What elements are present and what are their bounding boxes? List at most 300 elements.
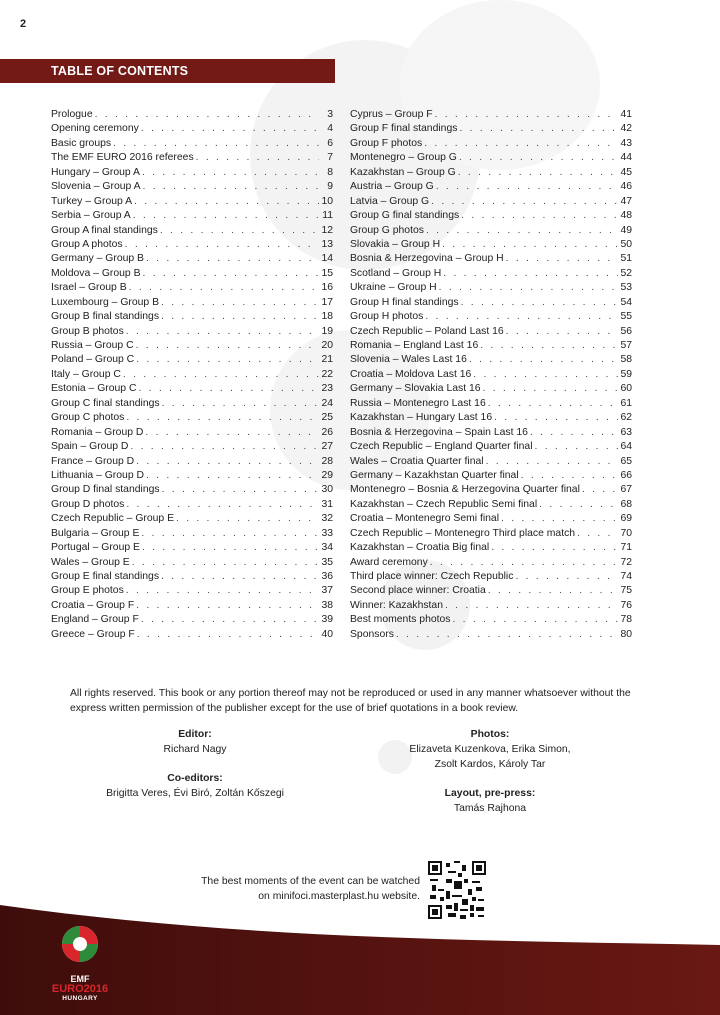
toc-dot-leader	[396, 628, 618, 642]
toc-entry-page: 41	[620, 109, 632, 120]
toc-entry[interactable]	[51, 339, 333, 353]
toc-dot-leader	[136, 339, 319, 353]
logo-text-emf: EMF	[70, 974, 90, 984]
toc-entry[interactable]	[51, 137, 333, 151]
toc-entry[interactable]	[51, 426, 333, 440]
toc-entry[interactable]	[350, 599, 632, 613]
toc-entry-title: Ukraine – Group H	[350, 282, 437, 294]
toc-dot-leader	[146, 252, 319, 266]
toc-dot-leader	[506, 325, 618, 339]
toc-heading: TABLE OF CONTENTS	[0, 59, 335, 83]
toc-dot-leader	[430, 556, 618, 570]
toc-entry-title: Wales – Group E	[51, 556, 130, 568]
toc-entry[interactable]	[51, 527, 333, 541]
toc-entry-title: Cyprus – Group F	[350, 109, 433, 120]
toc-entry-page: 40	[321, 628, 333, 640]
toc-entry-title: Latvia – Group G	[350, 195, 430, 207]
toc-entry-page: 46	[620, 181, 632, 193]
rights-notice: All rights reserved. This book or any portion thereof may not be reproduced or used in any manner whatsoever without the express written permission of the publisher except for the use of brief quotations in a book review.	[70, 688, 631, 714]
toc-entry-title: Portugal – Group E	[51, 542, 140, 554]
toc-dot-leader	[469, 353, 618, 367]
toc-entry[interactable]	[350, 137, 632, 151]
toc-entry-title: Group E final standings	[51, 571, 160, 582]
toc-entry[interactable]	[51, 122, 333, 136]
toc-entry-title: Group E photos	[51, 585, 124, 597]
toc-entry-title: Kazakhstan – Croatia Big final	[350, 542, 490, 554]
toc-entry-page: 22	[321, 368, 333, 380]
toc-dot-leader	[161, 310, 319, 324]
photos-names-line2: Zsolt Kardos, Károly Tar	[434, 759, 546, 770]
toc-entry-page: 32	[321, 513, 333, 525]
toc-entry-title: Kazakhstan – Hungary Last 16	[350, 412, 493, 424]
toc-entry-page: 35	[321, 556, 333, 568]
toc-entry-page: 65	[620, 455, 632, 467]
toc-dot-leader	[160, 224, 319, 238]
toc-dot-leader	[480, 339, 618, 353]
toc-entry-title: Croatia – Group F	[51, 599, 135, 611]
toc-dot-leader	[461, 296, 618, 310]
toc-entry-page: 62	[620, 412, 632, 424]
toc-entry-title: Hungary – Group A	[51, 166, 140, 178]
toc-entry[interactable]	[350, 368, 632, 382]
toc-entry-title: Second place winner: Croatia	[350, 585, 486, 597]
toc-entry[interactable]	[51, 613, 333, 627]
logo-text-country: HUNGARY	[62, 995, 98, 1002]
toc-dot-leader	[530, 426, 618, 440]
toc-entry-page: 29	[321, 469, 333, 481]
toc-dot-leader	[136, 599, 319, 613]
toc-dot-leader	[494, 411, 618, 425]
toc-entry-title: Germany – Slovakia Last 16	[350, 383, 481, 395]
toc-dot-leader	[521, 469, 618, 483]
toc-entry-page: 43	[620, 137, 632, 149]
toc-entry[interactable]	[350, 238, 632, 252]
toc-entry-page: 48	[620, 210, 632, 222]
toc-entry-title: Greece – Group F	[51, 628, 135, 640]
toc-entry-page: 36	[321, 571, 333, 582]
toc-entry-page: 37	[321, 585, 333, 597]
toc-entry-page: 52	[620, 267, 632, 279]
toc-entry-page: 18	[321, 311, 333, 323]
toc-entry[interactable]	[51, 628, 333, 642]
logo-text-euro: EURO2016	[51, 983, 109, 995]
toc-dot-leader	[95, 108, 319, 122]
toc-entry[interactable]	[51, 469, 333, 483]
toc-entry[interactable]	[51, 498, 333, 512]
toc-dot-leader	[132, 556, 319, 570]
toc-entry[interactable]	[51, 224, 333, 238]
toc-entry-page: 74	[620, 571, 632, 582]
toc-entry[interactable]	[350, 325, 632, 339]
toc-entry[interactable]	[350, 570, 632, 584]
toc-dot-leader	[431, 195, 618, 209]
toc-entry-title: Spain – Group D	[51, 441, 129, 453]
toc-entry-page: 71	[620, 542, 632, 554]
toc-entry-page: 68	[620, 498, 632, 510]
toc-dot-leader	[138, 382, 319, 396]
coeditors-names: Brigitta Veres, Évi Biró, Zoltán Kőszegi	[106, 788, 284, 799]
toc-entry-page: 59	[620, 368, 632, 380]
toc-entry[interactable]	[350, 296, 632, 310]
toc-entry[interactable]	[350, 108, 632, 122]
toc-entry-title: Third place winner: Czech Republic	[350, 571, 514, 582]
toc-entry-title: Russia – Montenegro Last 16	[350, 397, 486, 409]
toc-entry[interactable]	[350, 440, 632, 454]
toc-entry[interactable]	[350, 151, 632, 165]
toc-dot-leader	[501, 512, 618, 526]
toc-entry-title: Germany – Group B	[51, 253, 144, 265]
toc-entry-title: Award ceremony	[350, 556, 428, 568]
toc-entry-page: 80	[620, 628, 632, 640]
toc-entry-title: Luxembourg – Group B	[51, 296, 160, 308]
toc-entry[interactable]	[350, 310, 632, 324]
toc-entry[interactable]	[51, 368, 333, 382]
toc-entry[interactable]	[350, 527, 632, 541]
toc-entry[interactable]	[350, 281, 632, 295]
toc-dot-leader	[137, 628, 319, 642]
toc-dot-leader	[142, 541, 319, 555]
toc-entry[interactable]	[51, 541, 333, 555]
toc-entry[interactable]	[51, 209, 333, 223]
toc-dot-leader	[426, 224, 618, 238]
toc-dot-leader	[161, 296, 319, 310]
toc-entry-page: 12	[321, 224, 333, 236]
toc-entry-title: Group B final standings	[51, 311, 160, 323]
toc-dot-leader	[442, 238, 618, 252]
toc-entry-title: Lithuania – Group D	[51, 469, 144, 481]
toc-entry-page: 9	[327, 181, 333, 193]
toc-entry[interactable]	[51, 281, 333, 295]
toc-entry-title: Poland – Group C	[51, 354, 135, 366]
toc-entry-title: Italy – Group C	[51, 368, 121, 380]
toc-entry[interactable]	[350, 122, 632, 136]
toc-entry[interactable]	[350, 469, 632, 483]
toc-entry[interactable]	[350, 267, 632, 281]
toc-entry-title: Croatia – Montenegro Semi final	[350, 513, 500, 525]
toc-entry-title: Group F photos	[350, 137, 423, 149]
toc-entry-page: 11	[322, 210, 333, 222]
layout-name: Tamás Rajhona	[453, 803, 527, 814]
toc-dot-leader	[136, 455, 319, 469]
toc-entry-title: Germany – Kazakhstan Quarter final	[350, 469, 519, 481]
toc-entry[interactable]	[51, 238, 333, 252]
toc-dot-leader	[491, 541, 618, 555]
toc-entry-page: 66	[620, 469, 632, 481]
toc-entry[interactable]	[51, 599, 333, 613]
toc-entry[interactable]	[350, 411, 632, 425]
toc-dot-leader	[196, 151, 319, 165]
toc-entry-title: Bosnia & Herzegovina – Spain Last 16	[350, 426, 528, 438]
toc-entry-page: 23	[321, 383, 333, 395]
toc-entry-title: Group D final standings	[51, 484, 160, 496]
toc-entry[interactable]	[51, 325, 333, 339]
toc-entry[interactable]	[51, 570, 333, 584]
toc-entry[interactable]	[350, 483, 632, 497]
toc-entry-title: Group G photos	[350, 224, 424, 236]
toc-dot-leader	[488, 584, 618, 598]
toc-dot-leader	[146, 469, 319, 483]
toc-entry-page: 26	[321, 426, 333, 438]
toc-dot-leader	[141, 613, 319, 627]
toc-entry-page: 17	[321, 296, 333, 308]
toc-dot-leader	[535, 440, 618, 454]
toc-dot-leader	[161, 570, 319, 584]
toc-entry-title: Group D photos	[51, 498, 125, 510]
toc-entry-title: Moldova – Group B	[51, 267, 141, 279]
toc-entry[interactable]	[51, 440, 333, 454]
toc-entry-title: Romania – England Last 16	[350, 340, 479, 351]
toc-entry-page: 60	[620, 383, 632, 395]
photos-names-line1: Elizaveta Kuzenkova, Erika Simon,	[409, 744, 571, 755]
toc-dot-leader	[435, 108, 618, 122]
toc-entry[interactable]	[350, 353, 632, 367]
toc-dot-leader	[582, 483, 618, 497]
toc-entry-title: Group B photos	[51, 325, 124, 337]
toc-entry[interactable]	[350, 426, 632, 440]
editor-credit	[100, 727, 290, 757]
coeditors-credit	[80, 771, 310, 801]
toc-entry-title: Kazakhstan – Group G	[350, 166, 456, 178]
website-note-line2: on minifoci.masterplast.hu website.	[258, 891, 420, 902]
toc-entry-page: 45	[620, 166, 632, 178]
toc-entry-page: 3	[327, 109, 333, 120]
toc-dot-leader	[123, 368, 319, 382]
toc-entry-title: Winner: Kazakhstan	[350, 599, 443, 611]
toc-entry[interactable]	[350, 180, 632, 194]
toc-entry-page: 54	[620, 296, 632, 308]
toc-entry[interactable]	[350, 541, 632, 555]
toc-entry-page: 31	[321, 498, 333, 510]
toc-entry-page: 16	[321, 282, 333, 294]
toc-dot-leader	[515, 570, 618, 584]
toc-entry[interactable]	[51, 151, 333, 165]
toc-entry[interactable]	[350, 209, 632, 223]
toc-entry[interactable]	[51, 310, 333, 324]
toc-entry-title: Wales – Croatia Quarter final	[350, 455, 484, 467]
toc-dot-leader	[424, 137, 618, 151]
toc-entry[interactable]	[51, 180, 333, 194]
toc-entry-title: Czech Republic – Group E	[51, 513, 175, 525]
toc-entry-title: Best moments photos	[350, 614, 451, 626]
toc-entry[interactable]	[51, 195, 333, 209]
toc-entry-title: Group H final standings	[350, 296, 459, 308]
toc-dot-leader	[113, 137, 319, 151]
toc-entry-page: 4	[327, 123, 333, 135]
toc-entry-title: The EMF EURO 2016 referees	[51, 152, 194, 164]
toc-entry[interactable]	[350, 584, 632, 598]
toc-entry-title: Bosnia & Herzegovina – Group H	[350, 253, 504, 265]
toc-entry[interactable]	[51, 455, 333, 469]
toc-dot-leader	[162, 397, 319, 411]
toc-dot-leader	[443, 267, 618, 281]
toc-dot-leader	[126, 584, 319, 598]
toc-entry-page: 25	[321, 412, 333, 424]
toc-dot-leader	[439, 281, 618, 295]
toc-dot-leader	[134, 195, 319, 209]
toc-entry-title: Group C final standings	[51, 397, 160, 409]
toc-dot-leader	[425, 310, 618, 324]
toc-entry-title: Scotland – Group H	[350, 267, 442, 279]
toc-dot-leader	[458, 166, 618, 180]
toc-dot-leader	[162, 483, 319, 497]
toc-entry[interactable]	[350, 455, 632, 469]
editor-name: Richard Nagy	[163, 744, 227, 755]
toc-entry[interactable]	[51, 296, 333, 310]
toc-entry-page: 49	[620, 224, 632, 236]
toc-entry-page: 64	[620, 441, 632, 453]
coeditors-label: Co-editors:	[167, 773, 223, 784]
toc-entry[interactable]	[350, 224, 632, 238]
toc-entry-title: Czech Republic – Poland Last 16	[350, 325, 504, 337]
toc-dot-leader	[486, 455, 618, 469]
toc-entry-title: Basic groups	[51, 137, 112, 149]
toc-dot-leader	[176, 512, 319, 526]
toc-entry-page: 61	[620, 397, 632, 409]
toc-entry-page: 24	[321, 397, 333, 409]
toc-entry-page: 76	[620, 599, 632, 611]
photos-label: Photos:	[470, 729, 510, 740]
layout-label: Layout, pre-press:	[444, 788, 536, 799]
toc-entry-page: 51	[620, 253, 632, 265]
toc-entry[interactable]	[51, 397, 333, 411]
toc-dot-leader	[539, 498, 618, 512]
toc-entry[interactable]	[350, 382, 632, 396]
toc-entry-title: England – Group F	[51, 614, 139, 626]
toc-dot-leader	[453, 613, 619, 627]
toc-entry[interactable]	[350, 512, 632, 526]
toc-dot-leader	[141, 527, 319, 541]
toc-entry-page: 28	[321, 455, 333, 467]
toc-dot-leader	[145, 426, 319, 440]
toc-entry-title: Slovenia – Group A	[51, 181, 141, 193]
toc-entry[interactable]	[350, 397, 632, 411]
toc-entry-page: 63	[620, 426, 632, 438]
toc-entry-title: Austria – Group G	[350, 181, 434, 193]
toc-entry-page: 38	[321, 599, 333, 611]
toc-entry[interactable]	[350, 556, 632, 570]
toc-entry-page: 39	[321, 614, 333, 626]
toc-entry[interactable]	[350, 166, 632, 180]
toc-entry[interactable]	[51, 267, 333, 281]
toc-entry-page: 75	[620, 585, 632, 597]
website-note-line1: The best moments of the event can be watched	[201, 876, 420, 887]
toc-entry-title: Group H photos	[350, 311, 424, 323]
toc-entry-page: 19	[321, 325, 333, 337]
toc-entry-title: France – Group D	[51, 455, 135, 467]
toc-entry-page: 58	[620, 354, 632, 366]
toc-entry[interactable]	[51, 556, 333, 570]
toc-entry-page: 6	[327, 137, 333, 149]
toc-dot-leader	[488, 397, 618, 411]
toc-entry-page: 14	[321, 253, 333, 265]
toc-entry-title: Bulgaria – Group E	[51, 527, 140, 539]
toc-entry-title: Group G final standings	[350, 210, 460, 222]
toc-dot-leader	[143, 180, 319, 194]
toc-entry-title: Turkey – Group A	[51, 195, 133, 207]
toc-entry-title: Serbia – Group A	[51, 210, 131, 222]
toc-entry-title: Sponsors	[350, 628, 394, 640]
toc-entry-title: Group A final standings	[51, 224, 158, 236]
toc-entry-page: 42	[620, 123, 632, 135]
toc-entry[interactable]	[350, 339, 632, 353]
toc-entry[interactable]	[51, 483, 333, 497]
toc-entry[interactable]	[350, 195, 632, 209]
toc-entry-page: 10	[321, 195, 333, 207]
page-number: 2	[20, 18, 27, 30]
toc-entry[interactable]	[51, 166, 333, 180]
toc-dot-leader	[473, 368, 618, 382]
toc-dot-leader	[130, 440, 319, 454]
toc-dot-leader	[126, 325, 319, 339]
toc-entry-page: 20	[321, 340, 333, 351]
toc-entry[interactable]	[51, 584, 333, 598]
toc-entry-page: 8	[327, 166, 333, 178]
toc-entry-page: 53	[620, 282, 632, 294]
toc-column-right	[350, 108, 632, 642]
toc-entry-title: Kazakhstan – Czech Republic Semi final	[350, 498, 538, 510]
toc-dot-leader	[126, 498, 319, 512]
toc-entry-title: Montenegro – Bosnia & Herzegovina Quarter final	[350, 484, 580, 496]
toc-entry-page: 72	[620, 556, 632, 568]
toc-entry-title: Prologue	[51, 109, 93, 120]
toc-dot-leader	[143, 267, 319, 281]
toc-entry[interactable]	[350, 628, 632, 642]
toc-entry-title: Czech Republic – Montenegro Third place match	[350, 527, 576, 539]
editor-label: Editor:	[178, 729, 212, 740]
toc-entry-page: 47	[620, 195, 632, 207]
toc-entry-title: Group C photos	[51, 412, 125, 424]
toc-entry-title: Israel – Group B	[51, 282, 127, 294]
toc-dot-leader	[577, 527, 618, 541]
toc-dot-leader	[126, 411, 319, 425]
toc-entry-title: Estonia – Group C	[51, 383, 137, 395]
toc-entry-title: Romania – Group D	[51, 426, 144, 438]
toc-entry-page: 13	[321, 238, 333, 250]
toc-entry-page: 55	[620, 311, 632, 323]
toc-entry[interactable]	[51, 512, 333, 526]
toc-entry[interactable]	[350, 498, 632, 512]
toc-entry[interactable]	[51, 411, 333, 425]
toc-column-left	[51, 108, 333, 642]
toc-entry[interactable]	[51, 382, 333, 396]
toc-entry[interactable]	[51, 108, 333, 122]
toc-entry-page: 70	[620, 527, 632, 539]
toc-entry[interactable]	[51, 252, 333, 266]
toc-entry-page: 69	[620, 513, 632, 525]
toc-dot-leader	[506, 252, 618, 266]
toc-entry-page: 56	[620, 325, 632, 337]
toc-entry-page: 33	[321, 527, 333, 539]
toc-entry-page: 57	[620, 340, 632, 351]
toc-dot-leader	[461, 209, 618, 223]
toc-entry-page: 27	[321, 441, 333, 453]
toc-dot-leader	[142, 166, 319, 180]
toc-entry-title: Slovakia – Group H	[350, 238, 441, 250]
toc-entry-page: 67	[620, 484, 632, 496]
toc-dot-leader	[459, 151, 618, 165]
toc-dot-leader	[483, 382, 618, 396]
toc-entry[interactable]	[51, 353, 333, 367]
toc-entry[interactable]	[350, 252, 632, 266]
toc-entry[interactable]	[350, 613, 632, 627]
toc-entry-page: 34	[321, 542, 333, 554]
toc-dot-leader	[136, 353, 319, 367]
toc-entry-title: Croatia – Moldova Last 16	[350, 368, 472, 380]
toc-entry-title: Russia – Group C	[51, 340, 134, 351]
toc-entry-title: Slovenia – Wales Last 16	[350, 354, 467, 366]
toc-entry-page: 7	[327, 152, 333, 164]
toc-entry-page: 78	[620, 614, 632, 626]
